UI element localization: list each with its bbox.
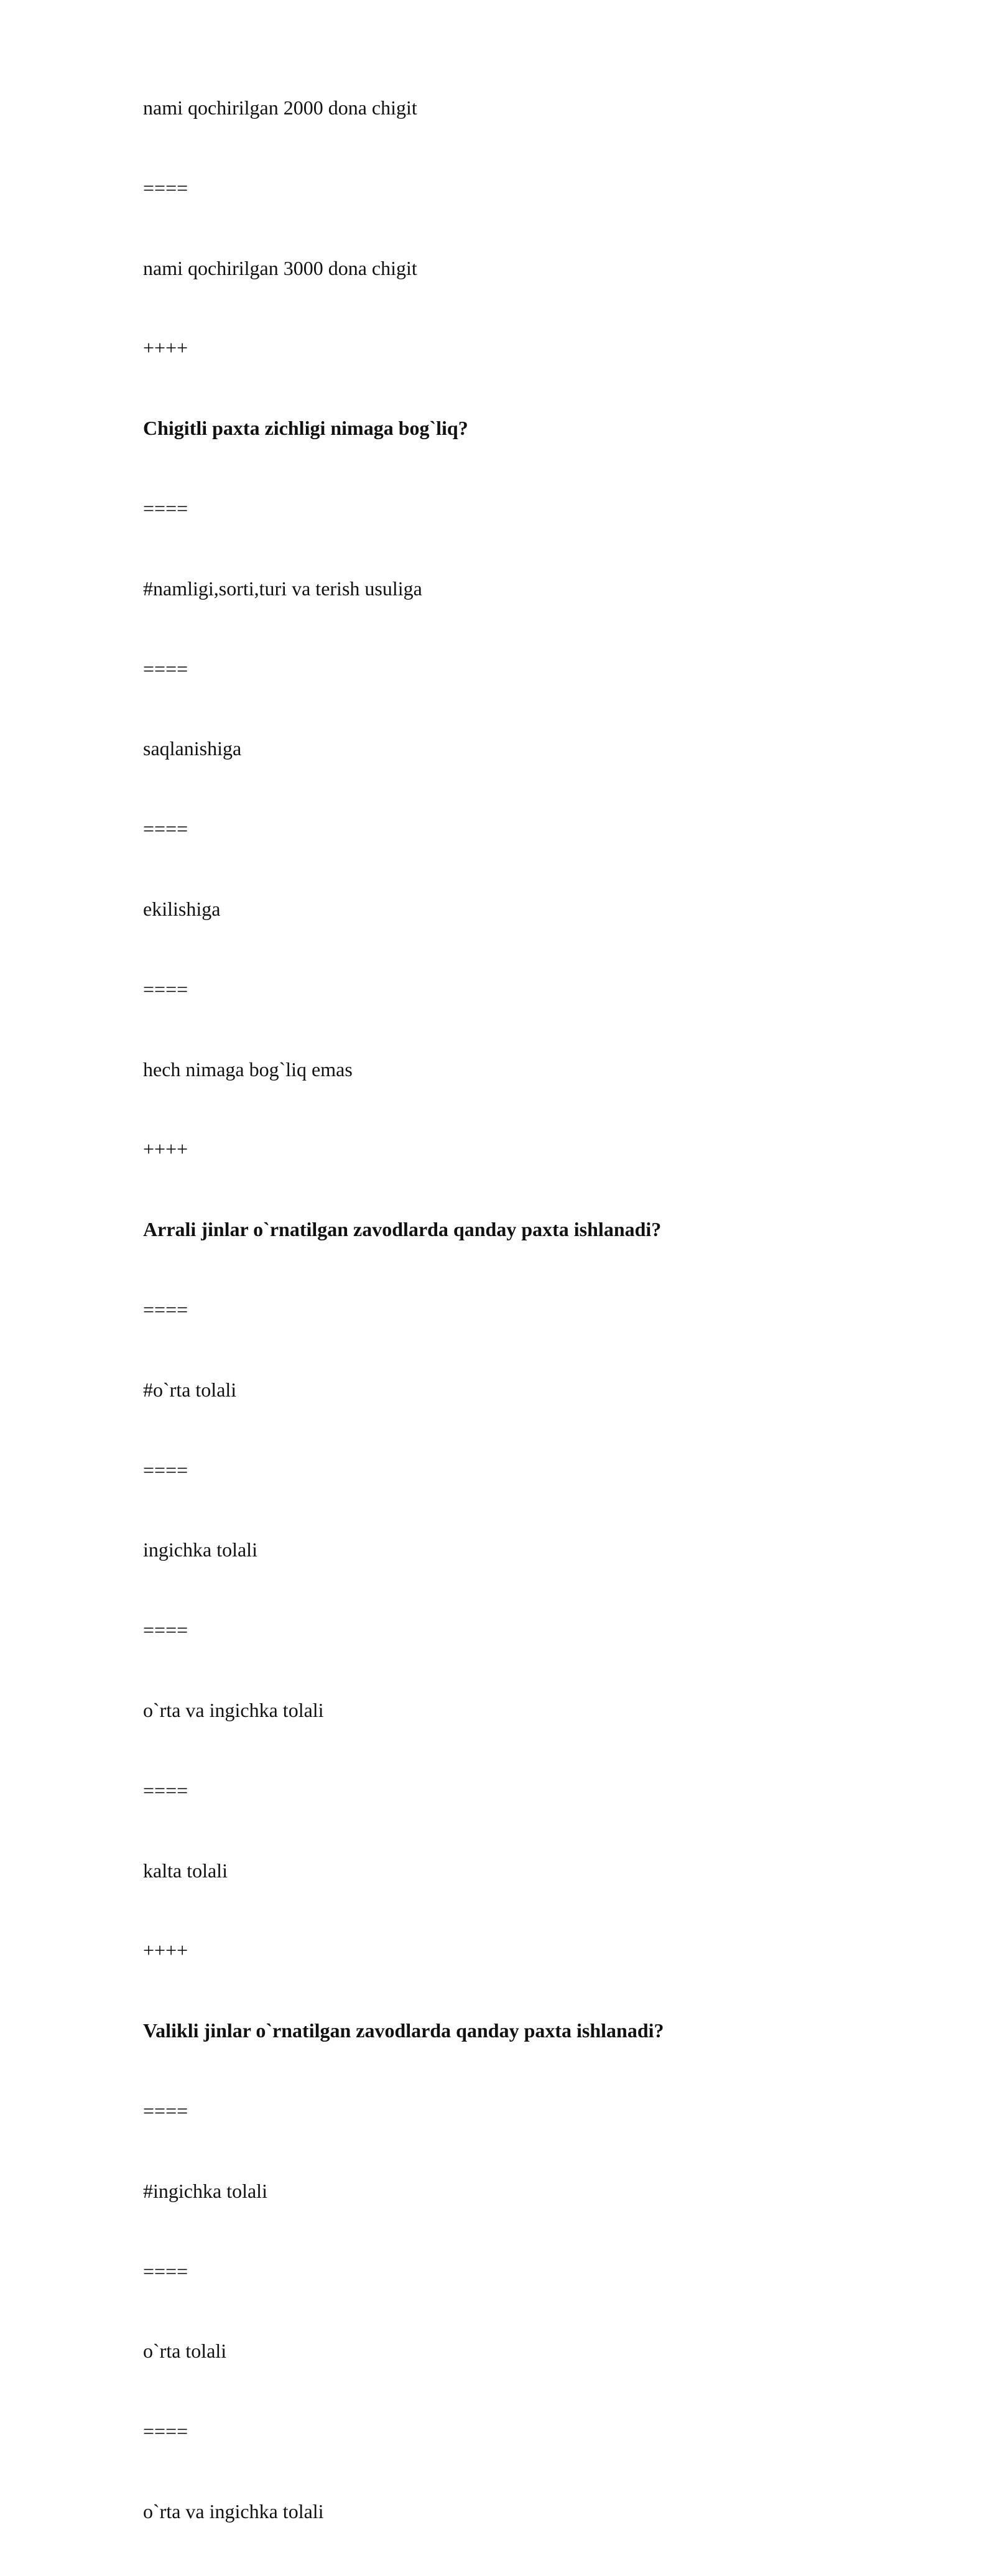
separator-line: ====	[143, 2259, 188, 2282]
document-body	[143, 92, 889, 2576]
question-heading: Chigitli paxta zichligi nimaga bog`liq?	[143, 417, 468, 440]
question-heading: Arrali jinlar o`rnatilgan zavodlarda qanday paxta ishlanadi?	[143, 1218, 662, 1241]
separator-line: ====	[143, 2099, 188, 2122]
answer-option: ingichka tolali	[143, 1538, 257, 1561]
answer-option: ekilishiga	[143, 897, 221, 920]
answer-option: hech nimaga bog`liq emas	[143, 1058, 353, 1081]
separator-line: ++++	[143, 1138, 188, 1161]
separator-line: ====	[143, 1779, 188, 1802]
answer-option: o`rta tolali	[143, 2340, 227, 2363]
answer-option: #o`rta tolali	[143, 1378, 237, 1401]
separator-line: ++++	[143, 337, 188, 360]
separator-line: ====	[143, 2420, 188, 2443]
separator-line: ====	[143, 176, 188, 199]
answer-option: #ingichka tolali	[143, 2179, 267, 2202]
separator-line: ====	[143, 977, 188, 1000]
separator-line: ====	[143, 657, 188, 680]
question-heading: Valikli jinlar o`rnatilgan zavodlarda qanday paxta ishlanadi?	[143, 2019, 664, 2042]
answer-option: saqlanishiga	[143, 737, 242, 760]
answer-option: kalta tolali	[143, 1859, 228, 1882]
answer-option: nami qochirilgan 3000 dona chigit	[143, 256, 417, 279]
answer-option: o`rta va ingichka tolali	[143, 1698, 324, 1721]
answer-option: #namligi,sorti,turi va terish usuliga	[143, 577, 422, 600]
separator-line: ====	[143, 1619, 188, 1642]
answer-option: nami qochirilgan 2000 dona chigit	[143, 96, 417, 119]
separator-line: ====	[143, 1458, 188, 1481]
separator-line: ++++	[143, 1939, 188, 1962]
separator-line: ====	[143, 817, 188, 840]
answer-option: o`rta va ingichka tolali	[143, 2499, 324, 2523]
separator-line: ====	[143, 496, 188, 519]
separator-line: ====	[143, 1298, 188, 1321]
